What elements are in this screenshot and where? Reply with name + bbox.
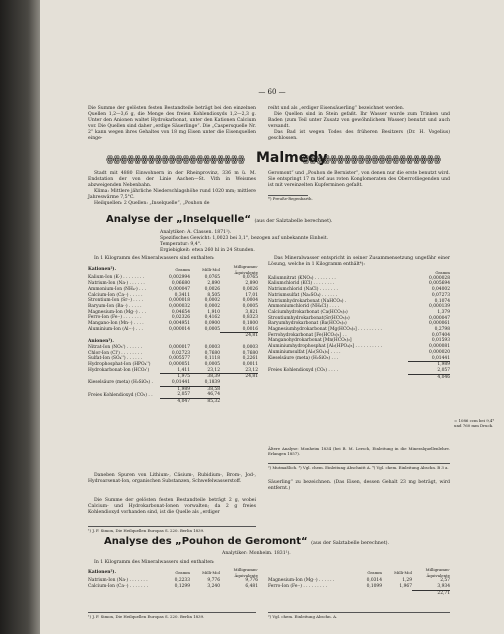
anionen-heading: Anionen³).: [88, 339, 114, 345]
table-header-row: [88, 264, 258, 275]
table-row: [268, 590, 450, 596]
top-right-column: [268, 106, 450, 143]
ion-table-2-right: [268, 567, 450, 597]
sum-cell: 24,81: [220, 374, 258, 380]
kationen-heading: Kationen²).: [88, 569, 116, 575]
sum-cell: 4,047: [160, 399, 190, 405]
cell: 2,890: [207, 281, 220, 287]
table-row: [88, 399, 258, 405]
col-head: Milligramm-Äquivalente: [233, 567, 258, 578]
analysis-title: Analyse des „Pouhon de Geromont“: [104, 536, 308, 547]
top-left-paragraph: Die Summe der gelösten festen Bestandteile beträgt bei den einzelnen Quellen 1,2—3,6 g, die Menge des freien Kohlendioxyds 1,2—2,3 g. Unter den Anionen waltet Hydrokarbonat, unter den Kationen Calcium vor. Die Quellen sind daher „erdige Säuerlinge“. Die „Caspersquelle Nr. 2“ kann wegen ihres Gehaltes von 18 mg Eisen unter die Eisenquellen einge-: [88, 106, 256, 142]
ornament-right: ꙮꙮꙮꙮꙮꙮꙮꙮꙮꙮꙮꙮꙮꙮꙮꙮꙮꙮꙮꙮ: [302, 155, 441, 165]
row-label: Natriumsulfat (Na₂SO₄) . . . . . .: [268, 292, 338, 298]
ornament-left: ꙮꙮꙮꙮꙮꙮꙮꙮꙮꙮꙮꙮꙮꙮꙮꙮꙮꙮꙮꙮ: [106, 155, 245, 165]
row-label: Ammoniumchlorid (NH₄Cl) . . . .: [268, 304, 340, 310]
sum-cell: 1,975: [160, 374, 190, 380]
analysis-title: Analyse der „Inselquelle“: [106, 214, 251, 225]
cell: 2,57: [440, 578, 450, 584]
cell: 0,07273: [431, 292, 450, 298]
row-label: Sulfat-Ion (SO₄'') . . . . . .: [88, 356, 143, 362]
row-label: Mangano-Ion (Mn··) . . . .: [88, 321, 144, 327]
sum-cell: 22,71: [412, 590, 450, 596]
cell: 0,000061: [429, 321, 450, 327]
cell: 1,967: [399, 584, 412, 590]
row-label: Nitrat-Ion (NO₃') . . . . . .: [88, 344, 143, 350]
footnote: *) Preuße-Regenbarth.: [268, 196, 313, 202]
col-head: Milligramm-Äquivalente: [233, 264, 258, 275]
salt-table: [268, 270, 450, 380]
kationen-heading: Kationen²).: [88, 266, 116, 272]
older-analysis-text: Ältere Analyse: Monheim 1834 (bei B. M. Lersch, Einleitung in die Mineralquellenlehre. Erlangen 1857).: [268, 446, 450, 456]
cell: 0,01441: [431, 355, 450, 361]
intro-right-column: [268, 171, 450, 202]
cell: 0,06680: [171, 281, 190, 287]
cell: 0,000028: [429, 275, 450, 281]
cell: 0,000051: [169, 361, 190, 367]
cell: 0,000139: [429, 304, 450, 310]
row-label: Magnesiumhydrokarbonat [Mg(HCO₃)₂] . . . . . . . . .: [268, 327, 382, 333]
row-label: Kieselsäure (meta) (H₂SiO₃) . . .: [268, 355, 339, 361]
row-label: Hydrophosphat-Ion (HPO₄''): [88, 361, 151, 367]
continuation-paragraph: [268, 480, 450, 492]
cell: 0,000081: [429, 344, 450, 350]
sum-cell: 85,32: [190, 399, 220, 405]
cell: 0,04002: [431, 287, 450, 293]
cell: 9,776: [245, 578, 258, 584]
salt-intro: [268, 256, 450, 268]
row-label: Natriumchlorid (NaCl) . . . . . . .: [268, 287, 338, 293]
cell: 0,02723: [171, 350, 190, 356]
sum-cell: 38,39: [190, 374, 220, 380]
sum-cell: 24,81: [220, 333, 258, 339]
footnote-right-2: ²) Vgl. chem. Einleitung Abschn. A.: [268, 612, 450, 619]
book-gutter: [0, 0, 40, 634]
cell: 46,74: [207, 392, 220, 398]
analysis-inselquelle-heading: [106, 214, 332, 225]
row-label: Kaliumchlorid (KCl) . . . . . . . .: [268, 281, 335, 287]
cell: 0,0765: [242, 275, 258, 281]
cell: 0,1099: [366, 584, 382, 590]
sum-cell: 1,989: [160, 386, 190, 392]
cell: 0,005577: [169, 356, 190, 362]
cell: 0,0314: [366, 578, 382, 584]
cell: 0,0004: [242, 298, 258, 304]
book-page: [40, 0, 504, 634]
col-head: Milli-Mol: [202, 569, 220, 575]
intro-paragraph: Geromont“ und „Pouhon de Bernister“, von denen nur die erste benutzt wird. Sie entspringt 17 m tief aus roten Konglomeraten des Oberrotliegenden und ist mit vereinzelten Kupferminen gefaßt.: [268, 171, 450, 189]
col-head: Gramm: [175, 266, 190, 272]
cell: 1,910: [207, 309, 220, 315]
cell: 3,240: [207, 584, 220, 590]
cell: 3,934: [437, 584, 450, 590]
cell: 0,7680: [204, 350, 220, 356]
intro-paragraph: Klima: Mittlere jährliche Niederschlagshöhe rund 1020 mm; mittlere Jahreswärme 7,5°C.: [88, 189, 256, 201]
page-number: — 60 —: [258, 88, 286, 96]
analysis-meta-line: Ergiebigkeit: etwa 260 hl in 24 Stunden.: [160, 248, 255, 254]
cell: 0,004951: [169, 321, 190, 327]
cell: 0,000032: [169, 303, 190, 309]
summary-paragraph: [88, 498, 256, 516]
cell: 0,000047: [429, 315, 450, 321]
cell: 9,776: [207, 578, 220, 584]
cell: 0,1118: [204, 356, 220, 362]
cell: 0,01593: [431, 338, 450, 344]
analysis-meta-line: Analytiker: A. Classen. 1871¹).: [160, 230, 232, 235]
footnote-text: ²) Mutmaßlich. ³) Vgl. chem. Einleitung Abschnitt A. ⁴) Vgl. chem. Einleitung Abschn. B 3 a.: [268, 465, 449, 470]
cell: Freies Kohlendioxyd (CO₂) . .: [88, 392, 153, 398]
cell: 0,0003: [204, 344, 220, 350]
cell: 6,481: [245, 584, 258, 590]
cell: 23,12: [245, 367, 258, 373]
sum-cell: 4,046: [408, 374, 450, 380]
continuation-text: Säuerling“ zu bezeichnen. (Das Eisen, dessen Gehalt 23 mg beträgt, wird entfernt.): [268, 480, 450, 492]
cell: 0,0005: [242, 303, 258, 309]
cell: 0,000017: [169, 344, 190, 350]
cell: 0,1800: [242, 321, 258, 327]
col-head: Milligramm-Äquivalente: [425, 567, 450, 578]
cell: Freies Kohlendioxyd (CO₂) . . . .: [268, 368, 339, 374]
col-head: Milli-Mol: [394, 569, 412, 575]
row-label: Magnesium-Ion (Mg··) . . . . . .: [268, 578, 335, 584]
older-analysis: [268, 446, 450, 456]
row-label: Calcium-Ion (Ca··) . . . . . . .: [88, 584, 149, 590]
cell: 0,0016: [242, 326, 258, 332]
row-label: Ammonium-Ion (NH₄·) . . .: [88, 286, 147, 292]
sum-cell: 1,989: [408, 362, 450, 368]
row-label: Chlor-Ion (Cl') . . . . . . . .: [88, 350, 143, 356]
row-label: Ferro-Ion (Fe··) . . . . . . . . .: [268, 584, 328, 590]
table-intro: In 1 Kilogramm des Mineralwassers sind enthalten:: [94, 256, 215, 261]
analysis-meta: [160, 230, 430, 254]
row-label: Ferro-Ion (Fe··) . . . . . . .: [88, 315, 142, 321]
cell: 0,0005: [204, 361, 220, 367]
cell: 0,2233: [174, 578, 190, 584]
summary-text: Die Summe der gelösten festen Bestandteile beträgt 2 g, wobei Calcium- und Hydrokarbonat-Ionen vorwalten; da 2 g freies Kohlendioxyd vorhanden sind, ist die Quelle als „erdiger: [88, 498, 256, 516]
ion-table: [88, 264, 258, 405]
cell: 0,000047: [169, 286, 190, 292]
cell: 0,1074: [434, 298, 450, 304]
row-label: Baryum-Ion (Ba··) . . . . .: [88, 303, 142, 309]
cell: 8,505: [207, 292, 220, 298]
cell: 0,0005: [204, 326, 220, 332]
col-head: Gramm: [175, 569, 190, 575]
row-label: Natrium-Ion (Na·) . . . . . .: [88, 281, 145, 287]
cell: 23,12: [207, 367, 220, 373]
intro-paragraph: Heilquellen: 2 Quellen: „Inselquelle“, „Pouhon de: [94, 201, 210, 207]
ion-table-2: [88, 567, 258, 590]
cell: 0,0003: [242, 344, 258, 350]
salt-intro-text: Das Mineralwasser entspricht in seiner Zusammensetzung ungefähr einer Lösung, welche in 1 Kilogramm enthält⁴):: [268, 256, 450, 268]
row-label: Magnesium-Ion (Mg··) . . .: [88, 309, 146, 315]
row-label: Natriumhydrokarbonat (NaHCO₃) .: [268, 298, 347, 304]
cell: 0,4162: [204, 315, 220, 321]
cell: 2,890: [245, 281, 258, 287]
trace-paragraph: [88, 473, 256, 485]
cell: 0,7680: [242, 350, 258, 356]
cell: 2,057: [177, 392, 190, 398]
intro-left-column: [88, 171, 256, 208]
table-header-row: [268, 567, 450, 578]
top-right-paragraph: reiht und als „erdiger Eisensäuerling“ bezeichnet werden.: [268, 106, 405, 111]
row-label: Kaliumnitrat (KNO₃) . . . . . . . .: [268, 275, 336, 281]
table-row: [88, 584, 258, 590]
cell: 0,000018: [169, 298, 190, 304]
row-label: Calciumhydrokarbonat (Ca(HCO₃)₂): [268, 309, 348, 315]
trace-text: Daneben Spuren von Lithium-, Cäsium-, Rubidium-, Brom-, Jod-, Hydroarsenat-Ion, organischen Substanzen, Schwefelwasserstoff.: [88, 473, 256, 485]
analysis-meta-line: Temperatur: 9,4°.: [160, 242, 202, 248]
cell: 0,07404: [431, 332, 450, 338]
cell: 0,8323: [242, 315, 258, 321]
col-head: Gramm: [367, 569, 382, 575]
row-label: Strontiumhydrokarbonat(Sr(HCO₃)₂): [268, 315, 350, 321]
cell: 0,0026: [204, 286, 220, 292]
row-label: Strontium-Ion (Sr··) . . . .: [88, 298, 144, 304]
cell: 0,000014: [169, 326, 190, 332]
cell: 0,0026: [242, 286, 258, 292]
top-right-paragraph: Das Bad ist wegen Todes des früheren Besitzers (Dr. H. Vogelius) geschlossen.: [268, 130, 450, 142]
cell: 0,0002: [204, 298, 220, 304]
sum-cell: 38,58: [190, 386, 220, 392]
table-intro: In 1 Kilogramm des Mineralwassers sind enthalten:: [94, 560, 215, 565]
row-label: Calcium-Ion (Ca··) . . . . .: [88, 292, 143, 298]
row-label: Manganohydrokarbonat [Mn(HCO₃)₂]: [268, 338, 352, 344]
cell: 0,002994: [169, 275, 190, 281]
analysis-pouhon-heading: [104, 536, 389, 547]
table-row: [268, 374, 450, 380]
cell: 0,0765: [204, 275, 220, 281]
cell: Kieselsäure (meta) (H₂SiO₃) .: [88, 380, 153, 386]
cell: 0,0011: [242, 361, 258, 367]
top-right-paragraph: Die Quellen sind in Stein gefaßt. Ihr Wasser wurde zum Trinken und Baden (zum Teil unter Zusatz von gewöhnlichem Wasser) benutzt und auch versandt.: [268, 112, 450, 130]
cell: 0,005694: [429, 281, 450, 287]
cell: 0,1299: [174, 584, 190, 590]
cell: 0,0900: [204, 321, 220, 327]
co2-note: = 1086 ccm bei 9,4° und 760 mm Druck.: [454, 418, 495, 428]
cell: 2,057: [437, 367, 450, 373]
top-left-column: [88, 106, 256, 143]
footnote-left: ¹) J. F. Simon, Die Heilquellen Europas S. 220. Berlin 1839.: [88, 526, 256, 533]
footnote-left-2: ¹) J. F. Simon, Die Heilquellen Europas S. 220. Berlin 1839.: [88, 612, 256, 619]
place-title: Malmedy: [256, 150, 328, 166]
col-head: Gramm: [435, 270, 450, 275]
cell: 0,02326: [171, 315, 190, 321]
cell: 0,1839: [204, 380, 220, 386]
cell: 0,0002: [204, 303, 220, 309]
row-label: Aluminiumhydrophosphat [Al₂(HPO₄)₃] . . . . . . . . . .: [268, 344, 383, 350]
row-label: Natrium-Ion (Na·) . . . . . . .: [88, 578, 148, 584]
cell: 0,3411: [174, 292, 190, 298]
row-label: Hydrokarbonat-Ion (HCO₃'): [88, 367, 150, 373]
analysis-meta-line: Spezifisches Gewicht: 1,0023 bei 3,1°, bezogen auf unbekannte Einheit.: [160, 236, 329, 242]
cell: 1,411: [177, 367, 190, 373]
cell: 1,29: [402, 578, 412, 584]
cell: 0,2261: [242, 356, 258, 362]
footnote-right: [268, 463, 450, 470]
row-label: Kalium-Ion (K·) . . . . . . . .: [88, 275, 145, 281]
cell: 0,2798: [434, 327, 450, 333]
analysis2-meta: Analytiker: Monheim. 1831¹).: [222, 551, 291, 556]
row-label: Aluminium-Ion (Al···) . . .: [88, 326, 143, 332]
col-head: Milli-Mol: [202, 266, 220, 272]
analysis-title-note: (aus der Salztabelle berechnet).: [254, 219, 333, 224]
cell: 0,01441: [171, 380, 190, 386]
cell: 3,821: [245, 309, 258, 315]
cell: 17,01: [245, 292, 258, 298]
row-label: Aluminiumsulfat [Al₂(SO₄)₃] . . . .: [268, 349, 341, 355]
cell: 1,379: [437, 309, 450, 315]
cell: 0,04654: [171, 309, 190, 315]
row-label: Ferrohydrokarbonat [Fe(HCO₃)₂] . .: [268, 332, 347, 338]
table-header-row: [88, 567, 258, 578]
analysis-title-note: (aus der Salztabelle berechnet).: [311, 541, 390, 546]
row-label: Baryumhydrokarbonat (Ba(HCO₃)₂): [268, 321, 347, 327]
intro-paragraph: Stadt mit 4880 Einwohnern in der Rheinprovinz, 336 m ü. M. Endstation der von der Linie Aachen—St. Vith in Weismes abzweigenden Nebenbahn.: [88, 171, 256, 189]
cell: 0,000020: [429, 349, 450, 355]
